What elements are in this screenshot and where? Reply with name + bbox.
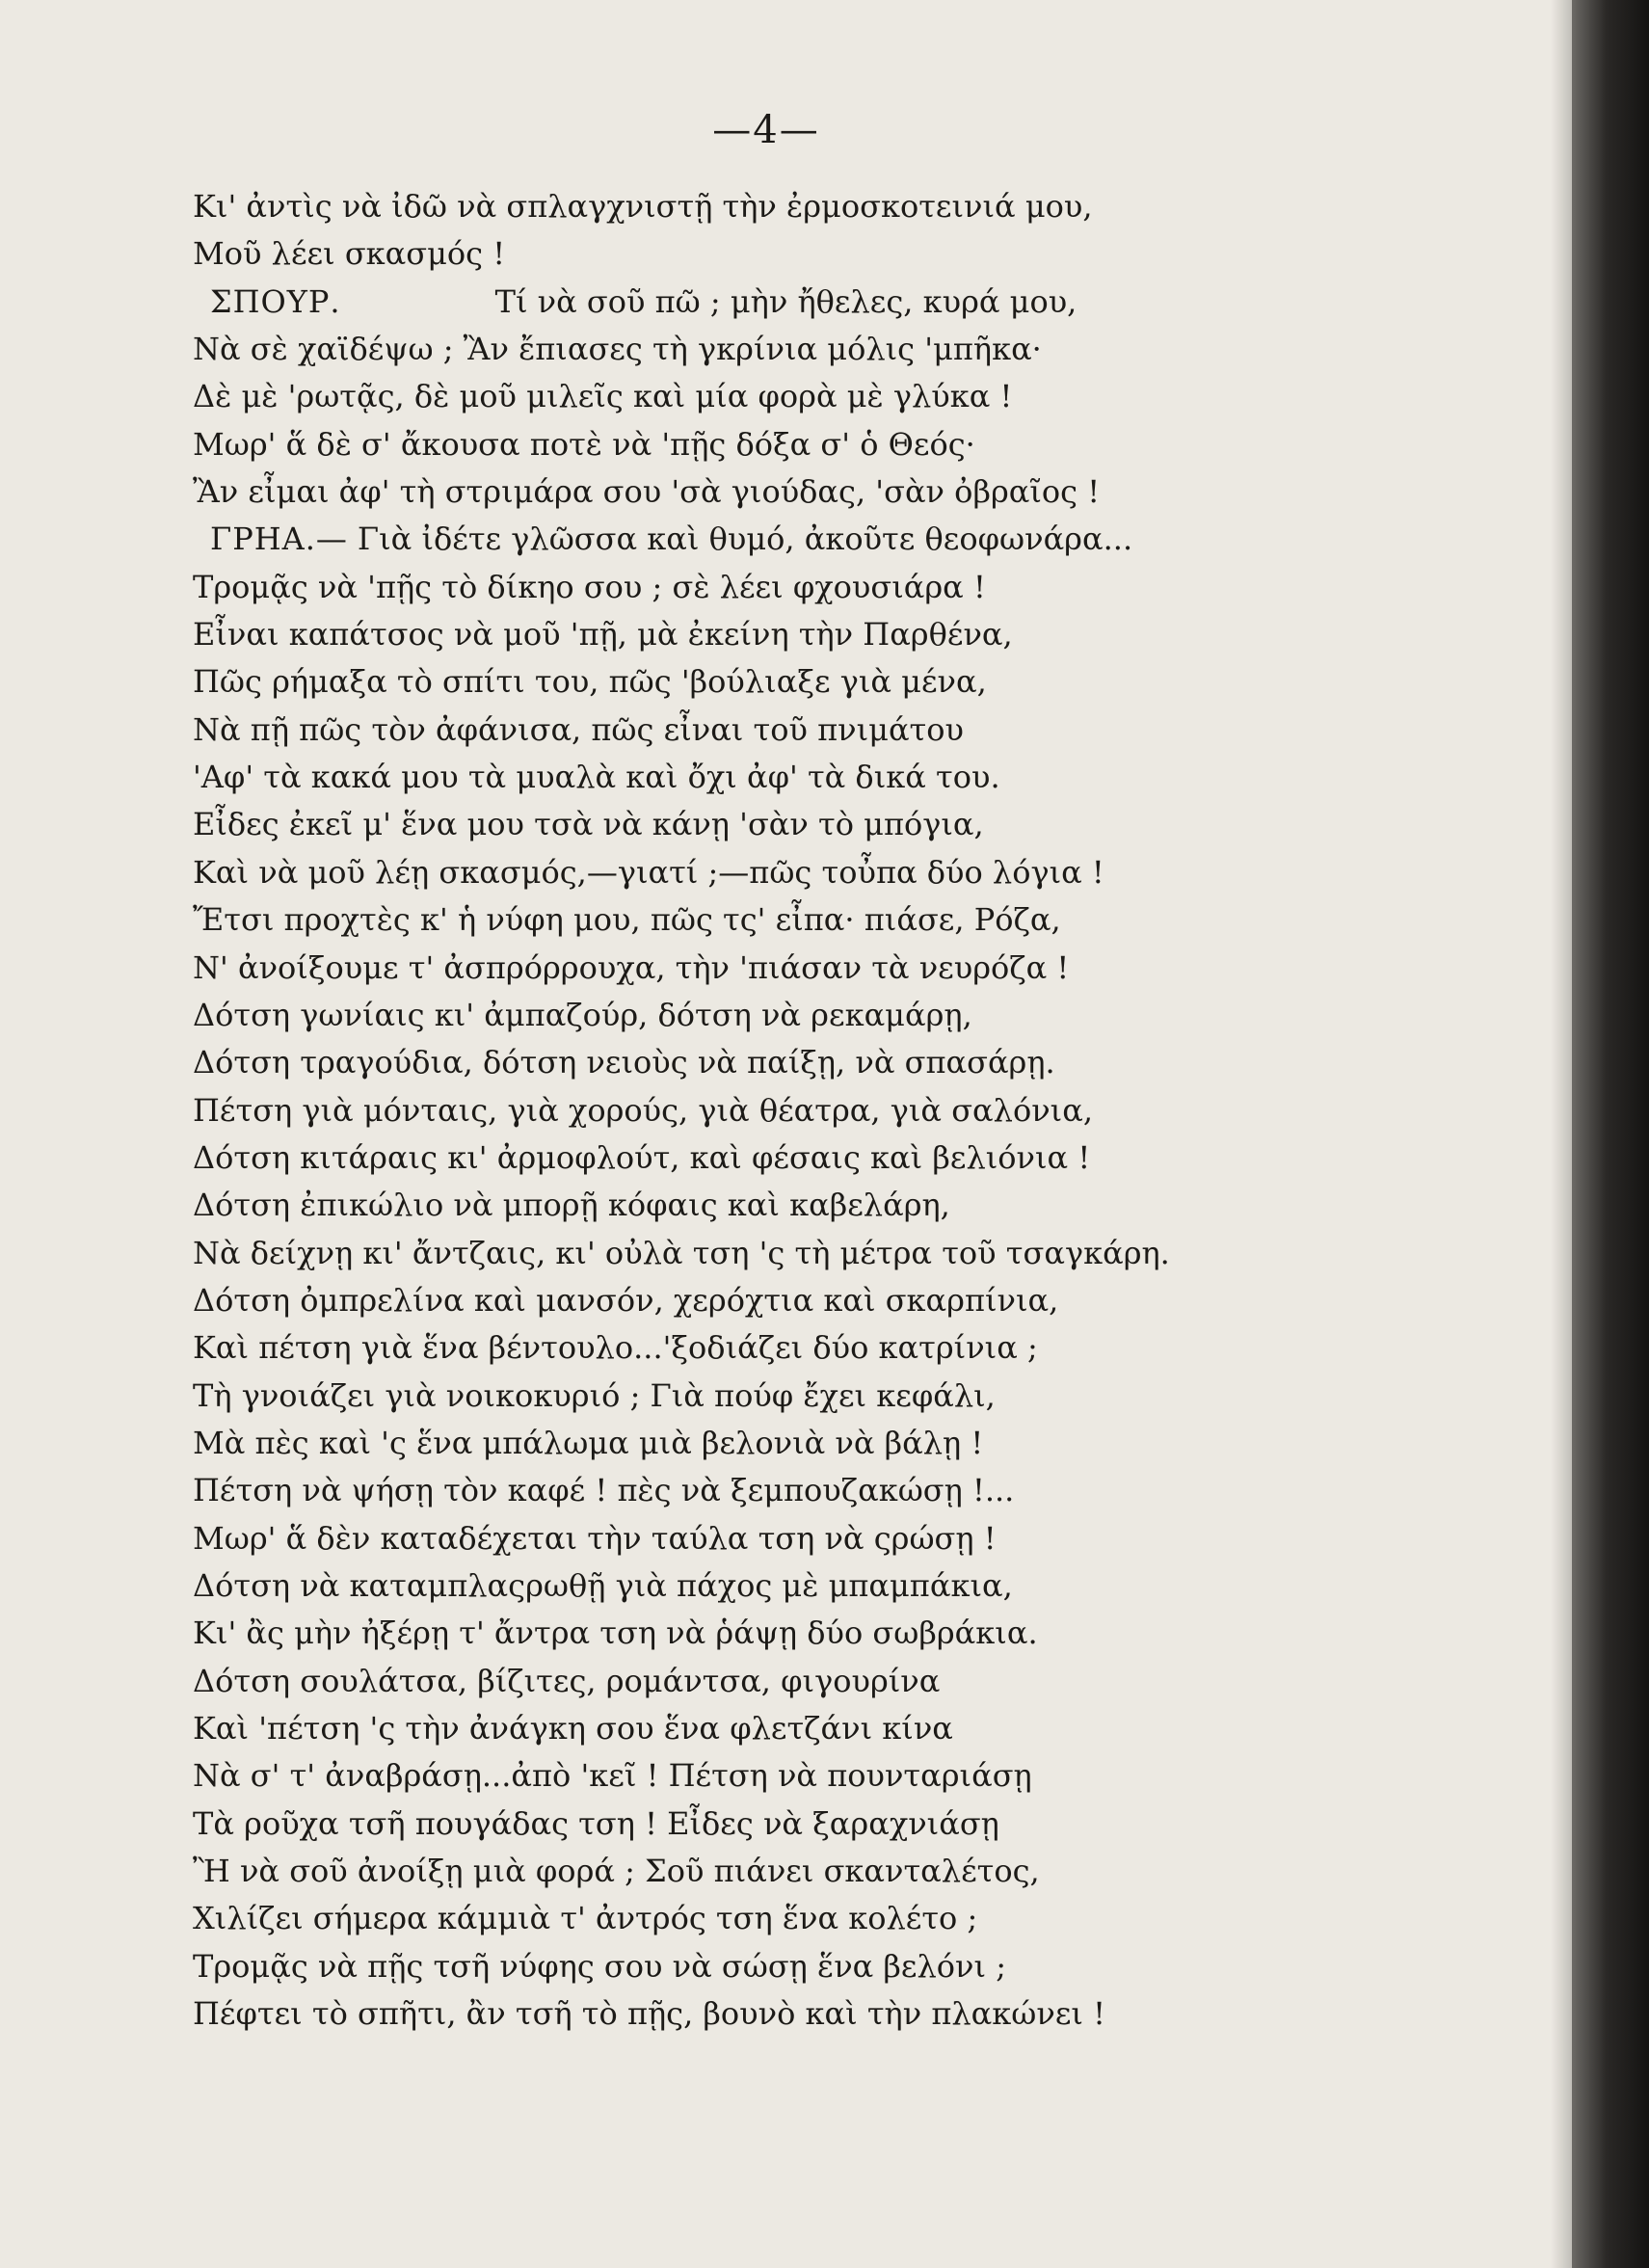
- verse-line-text: Δότση γωνίαις κι' ἀμπαζούρ, δότση νὰ ρεκαμάρῃ,: [193, 996, 972, 1033]
- verse-line-text: 'Αφ' τὰ κακά μου τὰ μυαλὰ καὶ ὄχι ἀφ' τὰ δικά του.: [193, 759, 1000, 796]
- verse-line: [193, 373, 1532, 420]
- verse-line-text: Γιὰ ἰδέτε γλῶσσα καὶ θυμό, ἀκοῦτε θεοφωνάρα...: [357, 520, 1133, 558]
- verse-line-text: Νὰ δείχνῃ κι' ἄντζαις, κι' οὐλὰ τση 'ς τὴ μέτρα τοῦ τσαγκάρη.: [193, 1234, 1170, 1271]
- page-number: —4—: [712, 108, 820, 152]
- speaker-name: ΓΡΗΑ.—: [210, 520, 348, 558]
- verse-line: [193, 1420, 1532, 1467]
- verse-line-text: Κι' ἂς μὴν ἠξέρῃ τ' ἄντρα τση νὰ ῥάψῃ δύο σωβράκια.: [193, 1614, 1038, 1652]
- verse-line: [193, 1087, 1532, 1134]
- verse-line-text: Νὰ πῇ πῶς τὸν ἀφάνισα, πῶς εἶναι τοῦ πνιμάτου: [193, 710, 964, 748]
- verse-line: [193, 1705, 1532, 1752]
- verse-line: [193, 183, 1532, 230]
- verse-line: [193, 1515, 1532, 1562]
- verse-line-text: Νὰ σ' τ' ἀναβράσῃ...ἀπὸ 'κεῖ ! Πέτση νὰ πουνταριάσῃ: [193, 1757, 1032, 1795]
- speaker-name: ΣΠΟΥΡ.: [210, 282, 341, 320]
- verse-line: [193, 516, 1532, 563]
- verse-text: [193, 183, 1532, 2038]
- verse-line: [193, 1324, 1532, 1372]
- verse-line-text: Μωρ' ἅ δὲ σ' ἄκουσα ποτὲ νὰ 'πῇς δόξα σ' ὁ Θεός·: [193, 425, 975, 463]
- verse-line-text: Δότση κιτάραις κι' ἀρμοφλούτ, καὶ φέσαις καὶ βελιόνια !: [193, 1138, 1091, 1176]
- verse-line: [193, 658, 1532, 706]
- verse-line-text: Τὴ γνοιάζει γιὰ νοικοκυριό ; Γιὰ πούφ ἔχει κεφάλι,: [193, 1376, 996, 1414]
- verse-line-text: Τρομᾷς νὰ 'πῇς τὸ δίκηο σου ; σὲ λέει φχουσιάρα !: [193, 568, 986, 605]
- verse-line: [193, 421, 1532, 468]
- verse-line-text: Ἢ νὰ σοῦ ἀνοίξῃ μιὰ φορά ; Σοῦ πιάνει σκανταλέτος,: [193, 1853, 1040, 1890]
- verse-line: [193, 1277, 1532, 1324]
- verse-line-text: Δότση ὀμπρελίνα καὶ μανσόν, χερόχτια καὶ σκαρπίνια,: [193, 1281, 1059, 1319]
- verse-line-text: Τὰ ροῦχα τσῆ πουγάδας τση ! Εἶδες νὰ ξαραχνιάσῃ: [193, 1804, 999, 1842]
- verse-line: [193, 564, 1532, 611]
- verse-line-text: Κι' ἀντὶς νὰ ἰδῶ νὰ σπλαγχνιστῇ τὴν ἐρμοσκοτεινιά μου,: [193, 188, 1093, 225]
- verse-line: [193, 1848, 1532, 1895]
- verse-line-text: Καὶ πέτση γιὰ ἕνα βέντουλο...'ξοδιάζει δύο κατρίνια ;: [193, 1329, 1038, 1367]
- verse-line: [193, 1467, 1532, 1514]
- verse-line-text: Μοῦ λέει σκασμός !: [193, 235, 506, 273]
- verse-line-text: Δότση νὰ καταμπλαςρωθῇ γιὰ πάχος μὲ μπαμπάκια,: [193, 1566, 1013, 1604]
- verse-line: [193, 326, 1532, 373]
- verse-line: [193, 1373, 1532, 1420]
- verse-line-text: Πέφτει τὸ σπῆτι, ἂν τσῆ τὸ πῇς, βουνὸ καὶ τὴν πλακώνει !: [193, 1995, 1105, 2033]
- verse-line: [193, 896, 1532, 944]
- verse-line-text: Δὲ μὲ 'ρωτᾷς, δὲ μοῦ μιλεῖς καὶ μία φορὰ μὲ γλύκα !: [193, 378, 1013, 415]
- verse-line-text: Εἶδες ἐκεῖ μ' ἕνα μου τσὰ νὰ κάνῃ 'σὰν τὸ μπόγια,: [193, 806, 984, 843]
- verse-line: [193, 801, 1532, 848]
- verse-line-text: Πέτση γιὰ μόνταις, γιὰ χορούς, γιὰ θέατρα, γιὰ σαλόνια,: [193, 1091, 1093, 1129]
- verse-line: [193, 1610, 1532, 1657]
- verse-line-text: Μὰ πὲς καὶ 'ς ἕνα μπάλωμα μιὰ βελονιὰ νὰ βάλῃ !: [193, 1424, 984, 1461]
- verse-line-text: Χιλίζει σήμερα κάμμιὰ τ' ἀντρός τση ἕνα κολέτο ;: [193, 1900, 978, 1937]
- verse-line: [193, 279, 1532, 326]
- verse-line: [193, 230, 1532, 278]
- verse-line-text: Πῶς ρήμαξα τὸ σπίτι του, πῶς 'βούλιαξε γιὰ μένα,: [193, 663, 987, 701]
- verse-line: [193, 1230, 1532, 1277]
- verse-line: [193, 992, 1532, 1039]
- verse-line-text: Δότση τραγούδια, δότση νειοὺς νὰ παίξῃ, νὰ σπασάρῃ.: [193, 1044, 1055, 1081]
- verse-line-text: Δότση ἐπικώλιο νὰ μπορῇ κόφαις καὶ καβελάρη,: [193, 1187, 950, 1224]
- verse-line: [193, 1562, 1532, 1610]
- verse-line-text: Ν' ἀνοίξουμε τ' ἀσπρόρρουχα, τὴν 'πιάσαν τὰ νευρόζα !: [193, 948, 1070, 986]
- verse-line: [193, 849, 1532, 896]
- book-spine: [1572, 0, 1649, 2268]
- verse-line-text: Τρομᾷς νὰ πῇς τσῆ νύφης σου νὰ σώσῃ ἕνα βελόνι ;: [193, 1947, 1006, 1985]
- verse-line: [193, 754, 1532, 801]
- verse-line-text: Δότση σουλάτσα, βίζιτες, ρομάντσα, φιγουρίνα: [193, 1662, 941, 1699]
- verse-line: [193, 1801, 1532, 1848]
- verse-line: [193, 1182, 1532, 1229]
- verse-line: [193, 1752, 1532, 1800]
- verse-line: [193, 1134, 1532, 1182]
- verse-line-text: Μωρ' ἅ δὲν καταδέχεται τὴν ταύλα τση νὰ ςρώσῃ !: [193, 1519, 997, 1557]
- verse-line: [193, 1990, 1532, 2038]
- verse-line: [193, 707, 1532, 754]
- verse-line-text: Τί νὰ σοῦ πῶ ; μὴν ἤθελες, κυρά μου,: [494, 282, 1077, 320]
- verse-line: [193, 945, 1532, 992]
- verse-line: [193, 1943, 1532, 1990]
- verse-line-text: Πέτση νὰ ψήσῃ τὸν καφέ ! πὲς νὰ ξεμπουζακώσῃ !...: [193, 1472, 1015, 1509]
- verse-line: [193, 1895, 1532, 1942]
- verse-line-text: Νὰ σὲ χαϊδέψω ; Ἂν ἔπιασες τὴ γκρίνια μόλις 'μπῆκα·: [193, 331, 1042, 368]
- verse-line: [193, 1039, 1532, 1086]
- verse-line-text: Ἔτσι προχτὲς κ' ἡ νύφη μου, πῶς τς' εἶπα· πιάσε, Ρόζα,: [193, 901, 1061, 939]
- verse-line: [193, 1658, 1532, 1705]
- verse-line-text: Καὶ νὰ μοῦ λέῃ σκασμός,—γιατί ;—πῶς τοὖπα δύο λόγια !: [193, 853, 1104, 891]
- verse-line-text: Εἶναι καπάτσος νὰ μοῦ 'πῇ, μὰ ἐκείνη τὴν Παρθένα,: [193, 616, 1013, 654]
- verse-line-text: Καὶ 'πέτση 'ς τὴν ἀνάγκη σου ἕνα φλετζάνι κίνα: [193, 1710, 953, 1747]
- verse-line: [193, 611, 1532, 658]
- verse-line-text: Ἂν εἶμαι ἀφ' τὴ στριμάρα σου 'σὰ γιούδας, 'σὰν ὀβραῖος !: [193, 473, 1101, 511]
- gutter-shadow: [1551, 0, 1572, 2268]
- verse-line: [193, 468, 1532, 516]
